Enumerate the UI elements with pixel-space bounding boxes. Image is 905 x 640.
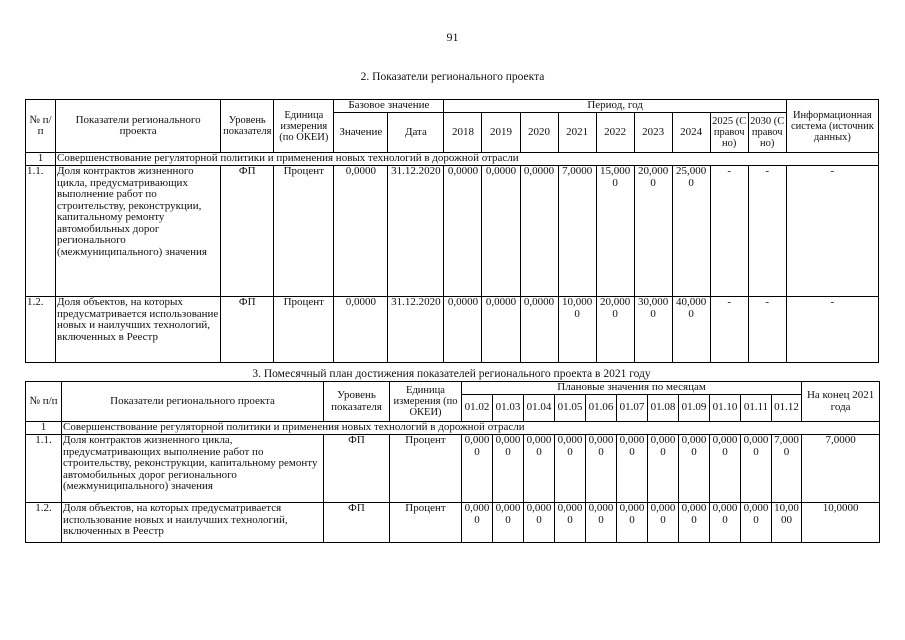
header-year: 2024 [672,113,710,153]
row-unit: Процент [274,166,334,297]
row-month-value: 0,0000 [462,435,493,503]
header-unit: Единица измерения (по ОКЕИ) [274,100,334,153]
row-base-date: 31.12.2020 [388,166,444,297]
row-year-value: 10,0000 [558,297,596,363]
page-number: 91 [446,30,459,44]
row-month-value: 0,0000 [710,435,741,503]
row-info: - [786,297,878,363]
header-indicator: Показатели регионального проекта [56,100,221,153]
row-month-value: 0,0000 [586,435,617,503]
header-period: Период, год [444,100,786,113]
header-info-system: Информационная система (источник данных) [786,100,878,153]
header-base-date: Дата [388,113,444,153]
header-month: 01.02 [462,395,493,422]
header-month: 01.11 [741,395,772,422]
row-unit: Процент [390,503,462,543]
header-year: 2023 [634,113,672,153]
row-month-value: 0,0000 [555,503,586,543]
row-num: 1.1. [26,435,62,503]
row-level: ФП [221,297,274,363]
header-year: 2019 [482,113,520,153]
row-level: ФП [324,435,390,503]
row-info: - [786,166,878,297]
section-3-title: 3. Помесячный план достижения показателей регионального проекта в 2021 году [252,368,651,380]
row-month-value: 10,0000 [772,503,802,543]
section-2-title: 2. Показатели регионального проекта [360,71,545,83]
header-month: 01.09 [679,395,710,422]
table-row [26,435,880,503]
row-year-end: 10,0000 [802,503,880,543]
row-year-value: 20,0000 [596,297,634,363]
row-month-value: 0,0000 [524,503,555,543]
header-year: 2021 [558,113,596,153]
row-level: ФП [221,166,274,297]
header-year: 2018 [444,113,482,153]
header-unit: Единица измерения (по ОКЕИ) [390,382,462,422]
group-num: 1 [26,422,62,435]
row-year-value: 0,0000 [482,297,520,363]
header-year-end: На конец 2021 года [802,382,880,422]
row-month-value: 7,0000 [772,435,802,503]
row-year-value: 25,0000 [672,166,710,297]
header-month: 01.05 [555,395,586,422]
row-year-value: 15,0000 [596,166,634,297]
header-month: 01.12 [772,395,802,422]
row-year-value: 0,0000 [520,297,558,363]
row-indicator: Доля контрактов жизненного цикла, предусматривающих выполнение работ по строительству, реконструкции, капитальному ремонту автомобильных дорог регионального (межмуниципального) значения [62,435,324,503]
group-title: Совершенствование регуляторной политики и применения новых технологий в дорожной отрасли [62,422,880,435]
header-base: Базовое значение [334,100,444,113]
header-num: № п/п [26,100,56,153]
row-month-value: 0,0000 [679,503,710,543]
header-month: 01.04 [524,395,555,422]
group-title: Совершенствование регуляторной политики и применения новых технологий в дорожной отрасли [56,153,879,166]
row-2025: - [710,166,748,297]
row-2025: - [710,297,748,363]
row-year-value: 40,0000 [672,297,710,363]
row-year-value: 0,0000 [444,297,482,363]
header-year: 2020 [520,113,558,153]
row-base-date: 31.12.2020 [388,297,444,363]
header-month: 01.06 [586,395,617,422]
row-indicator: Доля объектов, на которых предусматривается использование новых и наилучших технологий, включенных в Реестр [62,503,324,543]
header-year-2025: 2025 (Справочно) [710,113,748,153]
row-month-value: 0,0000 [741,503,772,543]
header-month: 01.03 [493,395,524,422]
header-month: 01.08 [648,395,679,422]
row-year-value: 0,0000 [482,166,520,297]
row-year-value: 7,0000 [558,166,596,297]
row-month-value: 0,0000 [710,503,741,543]
row-base-value: 0,0000 [334,297,388,363]
row-indicator: Доля контрактов жизненного цикла, предусматривающих выполнение работ по строительству, реконструкции, капитальному ремонту автомобильных дорог регионального (межмуниципального) значения [56,166,221,297]
row-year-value: 20,0000 [634,166,672,297]
row-year-value: 30,0000 [634,297,672,363]
header-year: 2022 [596,113,634,153]
header-indicator: Показатели регионального проекта [62,382,324,422]
row-month-value: 0,0000 [555,435,586,503]
header-year-2030: 2030 (Справочно) [748,113,786,153]
row-2030: - [748,297,786,363]
row-unit: Процент [390,435,462,503]
row-month-value: 0,0000 [741,435,772,503]
row-level: ФП [324,503,390,543]
row-month-value: 0,0000 [617,503,648,543]
row-month-value: 0,0000 [493,503,524,543]
row-month-value: 0,0000 [524,435,555,503]
row-month-value: 0,0000 [679,435,710,503]
header-planned-values: Плановые значения по месяцам [462,382,802,395]
regional-indicators-table [25,99,879,363]
header-month: 01.07 [617,395,648,422]
header-level: Уровень показателя [221,100,274,153]
row-base-value: 0,0000 [334,166,388,297]
row-year-value: 0,0000 [520,166,558,297]
row-year-end: 7,0000 [802,435,880,503]
header-level: Уровень показателя [324,382,390,422]
table-row [26,166,879,297]
row-num: 1.2. [26,297,56,363]
row-month-value: 0,0000 [493,435,524,503]
row-2030: - [748,166,786,297]
row-unit: Процент [274,297,334,363]
row-month-value: 0,0000 [648,435,679,503]
table-row [26,503,880,543]
group-num: 1 [26,153,56,166]
header-num: № п/п [26,382,62,422]
header-base-value: Значение [334,113,388,153]
row-month-value: 0,0000 [648,503,679,543]
row-year-value: 0,0000 [444,166,482,297]
row-month-value: 0,0000 [586,503,617,543]
row-num: 1.2. [26,503,62,543]
row-indicator: Доля объектов, на которых предусматривается использование новых и наилучших технологий, включенных в Реестр [56,297,221,363]
row-num: 1.1. [26,166,56,297]
monthly-plan-table [25,381,880,543]
header-month: 01.10 [710,395,741,422]
row-month-value: 0,0000 [617,435,648,503]
table-row [26,297,879,363]
row-month-value: 0,0000 [462,503,493,543]
